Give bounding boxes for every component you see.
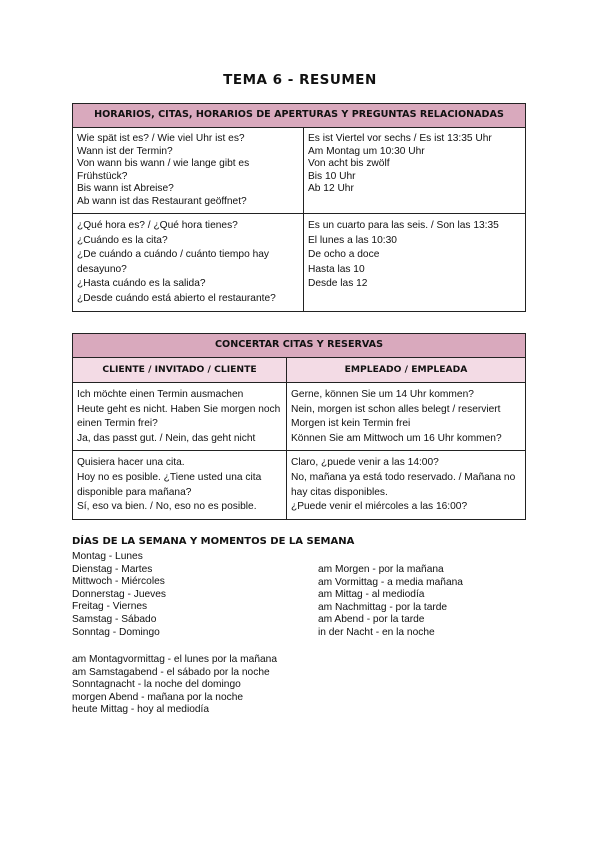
schedule-table	[72, 103, 526, 312]
list-item: Ab 12 Uhr	[308, 183, 354, 195]
list-item: Von wann bis wann / wie lange gibt es Frühstück?	[77, 158, 250, 182]
list-item: ¿Qué hora es? / ¿Qué hora tienes?	[77, 220, 238, 231]
list-item: Es un cuarto para las seis. / Son las 13:35	[308, 220, 499, 231]
list-item: Wie spät ist es? / Wie viel Uhr ist es?	[77, 133, 245, 144]
list-item: Bis 10 Uhr	[308, 170, 356, 182]
client-column-header: CLIENTE / INVITADO / CLIENTE	[73, 358, 287, 383]
list-item: ¿Cuándo es la cita?	[77, 234, 168, 246]
spanish-employee-cell	[287, 451, 526, 519]
list-item: heute Mittag - hoy al mediodía	[72, 704, 210, 716]
list-item: ¿De cuándo a cuándo / cuánto tiempo hay desayuno?	[77, 249, 269, 275]
list-item: Ich möchte einen Termin ausmachen	[77, 389, 244, 400]
german-answers-cell	[304, 128, 526, 214]
spanish-questions-cell	[73, 214, 304, 312]
list-item: Heute geht es nicht. Haben Sie morgen noch einen Termin frei?	[77, 403, 281, 430]
list-item: De ocho a doce	[308, 249, 380, 261]
german-employee-cell	[287, 383, 526, 451]
list-item: Sonntag - Domingo	[72, 626, 160, 638]
combined-expressions-list	[72, 654, 277, 717]
list-item: Am Montag um 10:30 Uhr	[308, 145, 425, 157]
list-item: ¿Puede venir el miércoles a las 16:00?	[291, 501, 468, 513]
list-item: Montag - Lunes	[72, 551, 143, 562]
list-item: Quisiera hacer una cita.	[77, 457, 185, 469]
table-row	[73, 451, 526, 519]
list-item: Samstag - Sábado	[72, 613, 157, 625]
page-title: TEMA 6 - RESUMEN	[223, 72, 377, 88]
list-item: am Abend - por la tarde	[318, 614, 425, 626]
schedule-table-header: HORARIOS, CITAS, HORARIOS DE APERTURAS Y PREGUNTAS RELACIONADAS	[73, 104, 526, 128]
list-item: Hoy no es posible. ¿Tiene usted una cita disponible para mañana?	[77, 471, 262, 498]
list-item: Claro, ¿puede venir a las 14:00?	[291, 457, 439, 469]
spanish-client-cell	[73, 451, 287, 519]
list-item: Ab wann ist das Restaurant geöffnet?	[77, 195, 247, 207]
list-item: ¿Desde cuándo está abierto el restaurante?	[77, 292, 276, 304]
list-item: El lunes a las 10:30	[308, 234, 397, 246]
list-item: Sí, eso va bien. / No, eso no es posible.	[77, 501, 257, 513]
list-item: Bis wann ist Abreise?	[77, 183, 174, 195]
list-item: Freitag - Viernes	[72, 601, 148, 613]
days-section-title: DÍAS DE LA SEMANA Y MOMENTOS DE LA SEMANA	[72, 536, 355, 547]
employee-column-header: EMPLEADO / EMPLEADA	[287, 358, 526, 383]
list-item: Donnerstag - Jueves	[72, 588, 167, 600]
list-item: Es ist Viertel vor sechs / Es ist 13:35 Uhr	[308, 133, 492, 144]
list-item: Hasta las 10	[308, 263, 365, 275]
list-item: Mittwoch - Miércoles	[72, 576, 165, 588]
list-item: Von acht bis zwölf	[308, 158, 390, 170]
list-item: No, mañana ya está todo reservado. / Mañana no hay citas disponibles.	[291, 471, 516, 498]
list-item: am Nachmittag - por la tarde	[318, 601, 448, 613]
list-item: Desde las 12	[308, 278, 368, 290]
list-item: Nein, morgen ist schon alles belegt / reserviert	[291, 403, 501, 415]
appointments-table	[72, 333, 526, 520]
list-item: Ja, das passt gut. / Nein, das geht nicht	[77, 432, 256, 444]
table-row	[73, 383, 526, 451]
appointments-table-header: CONCERTAR CITAS Y RESERVAS	[73, 334, 526, 358]
list-item: am Mittag - al mediodía	[318, 589, 425, 601]
list-item: Morgen ist kein Termin frei	[291, 418, 411, 430]
list-item: ¿Hasta cuándo es la salida?	[77, 278, 206, 290]
day-moments-list	[318, 564, 463, 640]
list-item: Können Sie am Mittwoch um 16 Uhr kommen?	[291, 432, 502, 444]
list-item: am Montagvormittag - el lunes por la mañana	[72, 654, 277, 665]
list-item: am Vormittag - a media mañana	[318, 576, 463, 588]
list-item: morgen Abend - mañana por la noche	[72, 691, 244, 703]
spanish-answers-cell	[304, 214, 526, 312]
list-item: am Morgen - por la mañana	[318, 564, 444, 575]
list-item: Dienstag - Martes	[72, 563, 153, 575]
weekdays-list	[72, 551, 166, 639]
list-item: am Samstagabend - el sábado por la noche	[72, 666, 270, 678]
list-item: Wann ist der Termin?	[77, 145, 173, 157]
table-row	[73, 214, 526, 312]
list-item: Sonntagnacht - la noche del domingo	[72, 679, 241, 691]
table-row	[73, 128, 526, 214]
list-item: Gerne, können Sie um 14 Uhr kommen?	[291, 389, 474, 400]
german-client-cell	[73, 383, 287, 451]
german-questions-cell	[73, 128, 304, 214]
list-item: in der Nacht - en la noche	[318, 626, 435, 638]
